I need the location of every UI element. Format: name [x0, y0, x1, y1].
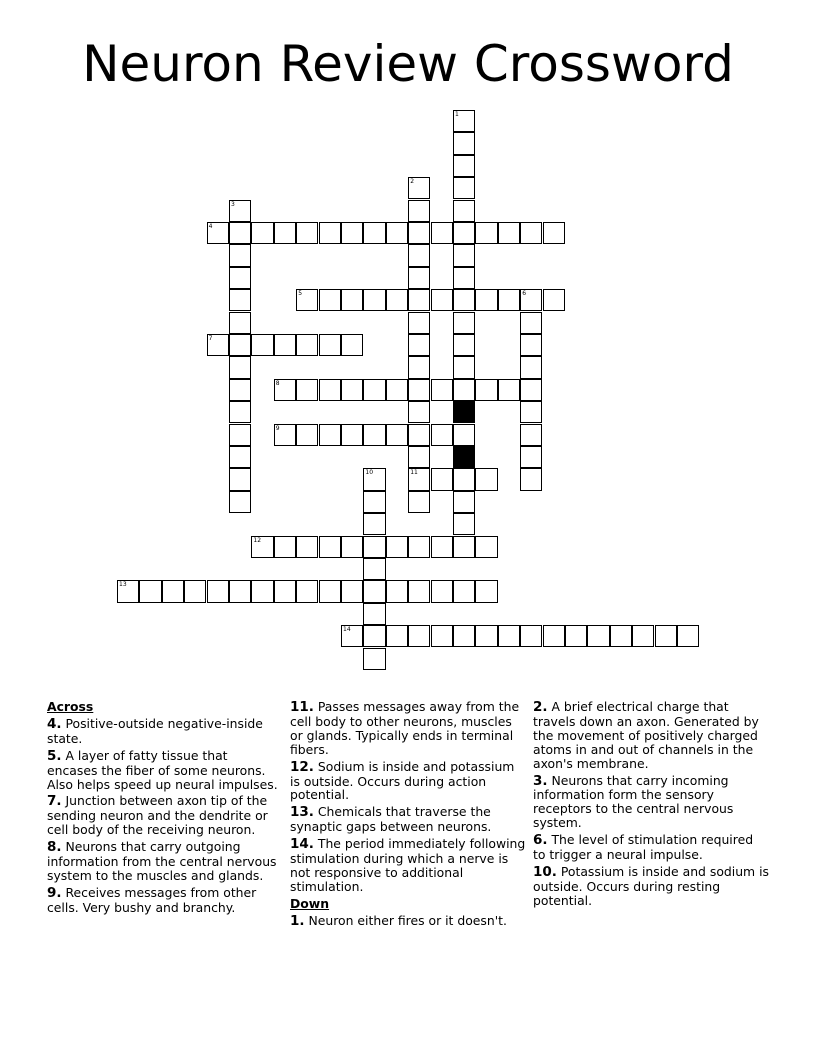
crossword-cell[interactable] [520, 312, 542, 334]
crossword-cell[interactable] [363, 513, 385, 535]
clue-across-5: 5. A layer of fatty tissue that encases the fiber of some neurons. Also helps speed up neural impulses. [47, 747, 278, 792]
crossword-cell[interactable] [363, 424, 385, 446]
crossword-cell[interactable] [363, 558, 385, 580]
crossword-cell[interactable] [139, 580, 161, 602]
clue-down-10: 10. Potassium is inside and sodium is outside. Occurs during resting potential. [533, 863, 769, 908]
cell-number: 13 [119, 581, 127, 589]
crossword-cell[interactable] [251, 536, 273, 558]
crossword-cell[interactable] [408, 468, 430, 490]
crossword-cell[interactable] [229, 222, 251, 244]
crossword-cell[interactable] [475, 379, 497, 401]
crossword-cell[interactable] [543, 222, 565, 244]
crossword-cell[interactable] [498, 379, 520, 401]
crossword-cell[interactable] [453, 379, 475, 401]
crossword-cell[interactable] [341, 580, 363, 602]
crossword-cell[interactable] [251, 580, 273, 602]
crossword-cell[interactable] [498, 289, 520, 311]
crossword-cell[interactable] [296, 222, 318, 244]
crossword-cell[interactable] [453, 110, 475, 132]
crossword-cell[interactable] [319, 580, 341, 602]
crossword-cell[interactable] [475, 289, 497, 311]
crossword-cell[interactable] [453, 468, 475, 490]
crossword-cell[interactable] [453, 200, 475, 222]
crossword-cell[interactable] [319, 536, 341, 558]
crossword-cell[interactable] [431, 222, 453, 244]
crossword-cell[interactable] [408, 289, 430, 311]
crossword-cell[interactable] [520, 401, 542, 423]
crossword-cell[interactable] [408, 536, 430, 558]
crossword-cell[interactable] [229, 446, 251, 468]
crossword-cell[interactable] [408, 177, 430, 199]
crossword-cell[interactable] [207, 334, 229, 356]
crossword-cell[interactable] [229, 244, 251, 266]
crossword-cell[interactable] [453, 536, 475, 558]
crossword-cell[interactable] [341, 536, 363, 558]
crossword-cell[interactable] [363, 468, 385, 490]
crossword-cell[interactable] [408, 244, 430, 266]
cell-number: 14 [343, 626, 351, 634]
crossword-cell[interactable] [363, 648, 385, 670]
crossword-cell[interactable] [229, 267, 251, 289]
crossword-cell[interactable] [453, 289, 475, 311]
crossword-cell[interactable] [677, 625, 699, 647]
crossword-cell[interactable] [431, 379, 453, 401]
crossword-cell[interactable] [431, 625, 453, 647]
crossword-cell[interactable] [408, 334, 430, 356]
crossword-cell[interactable] [453, 132, 475, 154]
crossword-cell[interactable] [162, 580, 184, 602]
clue-across-12: 12. Sodium is inside and potassium is outside. Occurs during action potential. [290, 758, 515, 803]
crossword-cell[interactable] [453, 177, 475, 199]
clues-column-2 [290, 700, 526, 932]
crossword-cell[interactable] [475, 222, 497, 244]
crossword-cell[interactable] [229, 200, 251, 222]
crossword-cell[interactable] [319, 334, 341, 356]
crossword-cell[interactable] [274, 536, 296, 558]
crossword-cell[interactable] [229, 424, 251, 446]
clue-down-3: 3. Neurons that carry incoming information form the sensory receptors to the central nervous system. [533, 772, 734, 831]
crossword-cell[interactable] [431, 468, 453, 490]
crossword-cell[interactable] [408, 222, 430, 244]
crossword-cell[interactable] [363, 536, 385, 558]
crossword-cell[interactable] [363, 580, 385, 602]
crossword-cell[interactable] [408, 625, 430, 647]
crossword-cell[interactable] [408, 312, 430, 334]
crossword-cell[interactable] [341, 289, 363, 311]
crossword-cell[interactable] [453, 580, 475, 602]
clue-across-8: 8. Neurons that carry outgoing information from the central nervous system to the muscles and glands. [47, 839, 277, 883]
crossword-cell[interactable] [341, 334, 363, 356]
clue-across-4: 4. Positive-outside negative-inside state. [47, 715, 263, 746]
cell-number: 12 [253, 536, 262, 544]
crossword-cell[interactable] [408, 424, 430, 446]
crossword-cell[interactable] [363, 222, 385, 244]
crossword-cell[interactable] [520, 625, 542, 647]
clue-across-11: 11. Passes messages away from the cell body to other neurons, muscles or glands. Typically ends in terminal fibers. [290, 699, 520, 757]
crossword-cell[interactable] [453, 491, 475, 513]
crossword-cell[interactable] [319, 424, 341, 446]
crossword-cell[interactable] [498, 222, 520, 244]
clue-across-14: 14. The period immediately following stimulation during which a nerve is not responsive to additional stimulation. [290, 836, 526, 894]
crossword-cell[interactable] [475, 625, 497, 647]
crossword-cell[interactable] [453, 625, 475, 647]
clue-down-1: 1. Neuron either fires or it doesn't. [290, 912, 507, 929]
crossword-cell[interactable] [386, 379, 408, 401]
crossword-cell[interactable] [274, 222, 296, 244]
crossword-cell[interactable] [363, 379, 385, 401]
clue-across-9: 9. Receives messages from other cells. Very bushy and branchy. [47, 884, 257, 915]
crossword-cell[interactable] [453, 222, 475, 244]
crossword-cell[interactable] [296, 424, 318, 446]
crossword-cell[interactable] [251, 334, 273, 356]
crossword-cell[interactable] [274, 334, 296, 356]
clue-across-7: 7. Junction between axon tip of the sending neuron and the dendrite or cell body of the receiving neuron. [47, 793, 268, 838]
crossword-cell[interactable] [363, 625, 385, 647]
cell-number: 4 [208, 223, 213, 230]
crossword-block [453, 446, 475, 468]
crossword-cell[interactable] [610, 625, 632, 647]
crossword-block [453, 401, 475, 423]
crossword-cell[interactable] [341, 625, 363, 647]
cell-number: 1 [455, 111, 459, 118]
crossword-cell[interactable] [386, 289, 408, 311]
clue-down-6: 6. The level of stimulation required to trigger a neural impulse. [533, 832, 754, 863]
crossword-cell[interactable] [408, 379, 430, 401]
crossword-cell[interactable] [251, 222, 273, 244]
crossword-cell[interactable] [117, 580, 139, 602]
crossword-cell[interactable] [408, 401, 430, 423]
crossword-cell[interactable] [453, 334, 475, 356]
crossword-cell[interactable] [296, 289, 318, 311]
crossword-cell[interactable] [229, 334, 251, 356]
down-heading: Down [290, 895, 330, 911]
crossword-cell[interactable] [431, 536, 453, 558]
page-title: Neuron Review Crossword [82, 35, 734, 93]
crossword-cell[interactable] [319, 289, 341, 311]
crossword-cell[interactable] [408, 267, 430, 289]
crossword-cell[interactable] [229, 468, 251, 490]
crossword-cell[interactable] [341, 379, 363, 401]
crossword-cell[interactable] [453, 244, 475, 266]
crossword-cell[interactable] [543, 289, 565, 311]
cell-number: 8 [275, 379, 280, 387]
crossword-cell[interactable] [229, 356, 251, 378]
crossword-cell[interactable] [408, 356, 430, 378]
crossword-cell[interactable] [520, 289, 542, 311]
crossword-cell[interactable] [520, 424, 542, 446]
crossword-cell[interactable] [386, 536, 408, 558]
crossword-cell[interactable] [274, 580, 296, 602]
crossword-cell[interactable] [453, 513, 475, 535]
crossword-cell[interactable] [520, 334, 542, 356]
crossword-cell[interactable] [229, 289, 251, 311]
crossword-cell[interactable] [632, 625, 654, 647]
crossword-cell[interactable] [296, 580, 318, 602]
crossword-cell[interactable] [520, 446, 542, 468]
crossword-cell[interactable] [453, 267, 475, 289]
crossword-cell[interactable] [229, 401, 251, 423]
clues-column-1 [47, 700, 279, 918]
crossword-cell[interactable] [386, 580, 408, 602]
cell-number: 5 [298, 290, 303, 298]
cell-number: 6 [522, 290, 527, 298]
crossword-cell[interactable] [184, 580, 206, 602]
cell-number: 9 [275, 424, 280, 432]
crossword-cell[interactable] [453, 155, 475, 177]
crossword-cell[interactable] [386, 625, 408, 647]
crossword-cell[interactable] [520, 356, 542, 378]
crossword-cell[interactable] [319, 379, 341, 401]
cell-number: 10 [365, 469, 374, 477]
crossword-cell[interactable] [386, 222, 408, 244]
crossword-cell[interactable] [408, 446, 430, 468]
crossword-cell[interactable] [229, 379, 251, 401]
cell-number: 11 [410, 469, 418, 477]
crossword-cell[interactable] [431, 289, 453, 311]
crossword-cell[interactable] [363, 491, 385, 513]
crossword-cell[interactable] [274, 424, 296, 446]
crossword-cell[interactable] [296, 334, 318, 356]
crossword-cell[interactable] [296, 379, 318, 401]
crossword-cell[interactable] [207, 222, 229, 244]
crossword-cell[interactable] [475, 536, 497, 558]
crossword-cell[interactable] [363, 289, 385, 311]
crossword-cell[interactable] [274, 379, 296, 401]
crossword-cell[interactable] [341, 424, 363, 446]
crossword-cell[interactable] [475, 468, 497, 490]
crossword-cell[interactable] [520, 468, 542, 490]
crossword-cell[interactable] [408, 200, 430, 222]
crossword-cell[interactable] [520, 379, 542, 401]
cell-number: 2 [410, 178, 415, 186]
crossword-cell[interactable] [431, 580, 453, 602]
clue-down-2: 2. A brief electrical charge that travels down an axon. Generated by the movement of positively charged atoms in and out of channels in the axon's membrane. [533, 699, 759, 771]
crossword-cell[interactable] [655, 625, 677, 647]
crossword-cell[interactable] [453, 424, 475, 446]
crossword-cell[interactable] [587, 625, 609, 647]
crossword-cell[interactable] [229, 491, 251, 513]
across-heading: Across [47, 699, 94, 714]
crossword-cell[interactable] [453, 356, 475, 378]
crossword-cell[interactable] [319, 222, 341, 244]
crossword-cell[interactable] [408, 580, 430, 602]
crossword-cell[interactable] [229, 580, 251, 602]
cell-number: 7 [208, 335, 213, 342]
clues-column-3 [533, 700, 769, 911]
crossword-cell[interactable] [498, 625, 520, 647]
crossword-cell[interactable] [341, 222, 363, 244]
crossword-cell[interactable] [386, 424, 408, 446]
crossword-cell[interactable] [520, 222, 542, 244]
crossword-cell[interactable] [207, 580, 229, 602]
crossword-cell[interactable] [229, 312, 251, 334]
crossword-cell[interactable] [565, 625, 587, 647]
crossword-cell[interactable] [475, 580, 497, 602]
crossword-cell[interactable] [453, 312, 475, 334]
crossword-cell[interactable] [408, 491, 430, 513]
crossword-cell[interactable] [431, 424, 453, 446]
crossword-cell[interactable] [543, 625, 565, 647]
clue-across-13: 13. Chemicals that traverse the synaptic gaps between neurons. [290, 804, 492, 835]
crossword-cell[interactable] [363, 603, 385, 625]
crossword-cell[interactable] [296, 536, 318, 558]
cell-number: 3 [231, 200, 235, 208]
